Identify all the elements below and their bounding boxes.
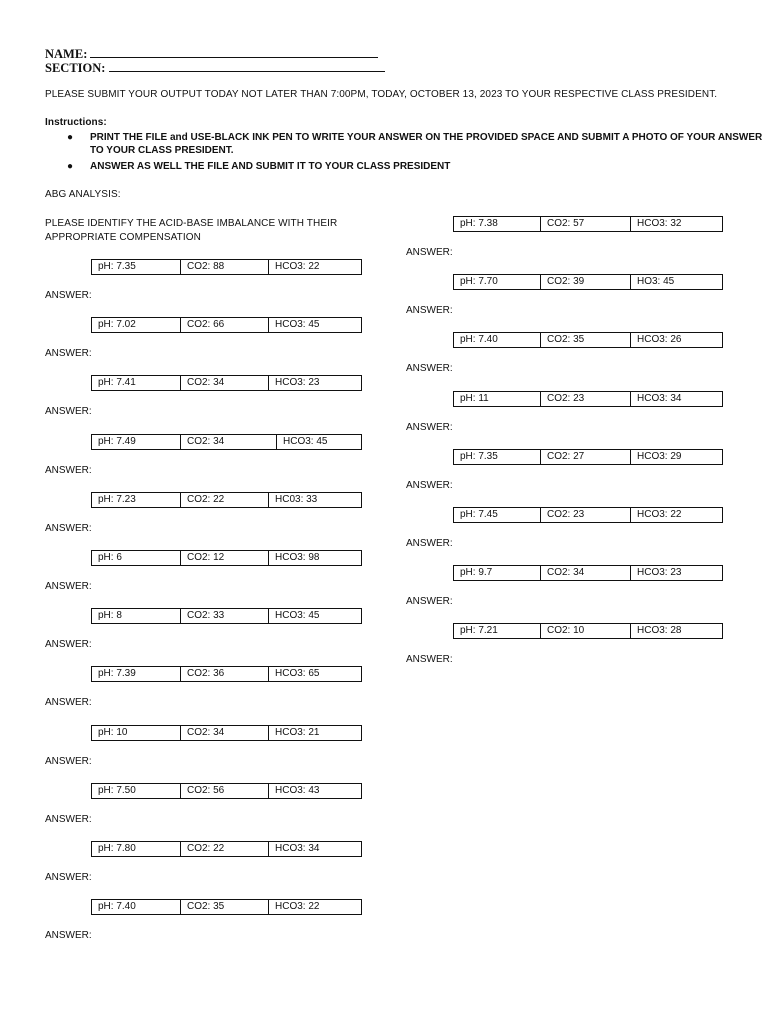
abg-values-row	[91, 608, 362, 624]
co2-value: CO2: 34	[180, 435, 276, 449]
abg-values-row	[91, 725, 362, 741]
instructions-title: Instructions:	[45, 117, 107, 128]
answer-label[interactable]: ANSWER:	[45, 581, 92, 592]
ph-value: pH: 7.80	[98, 843, 136, 854]
ph-value: pH: 8	[98, 610, 122, 622]
answer-label[interactable]: ANSWER:	[45, 639, 92, 651]
section-title: ABG ANALYSIS:	[45, 189, 121, 200]
co2-value: CO2: 66	[180, 318, 268, 332]
hco3-value: HCO3: 22	[268, 900, 361, 914]
name-label: NAME:	[45, 47, 88, 61]
instruction-item-2: ● ANSWER AS WELL THE FILE AND SUBMIT IT TO YOUR CLASS PRESIDENT	[67, 161, 451, 172]
answer-label[interactable]: ANSWER:	[406, 654, 453, 666]
prompt-line-1: PLEASE IDENTIFY THE ACID-BASE IMBALANCE WITH THEIR	[45, 218, 338, 229]
co2-value: CO2: 34	[180, 726, 268, 740]
abg-values-row	[453, 449, 723, 465]
abg-values-row	[91, 375, 362, 391]
hco3-value: HCO3: 23	[268, 376, 361, 390]
co2-value: CO2: 33	[180, 609, 268, 623]
ph-value: pH: 7.38	[460, 218, 498, 229]
ph-value: pH: 6	[98, 552, 122, 563]
hco3-value: HCO3: 32	[630, 217, 722, 231]
instruction-item-1: ● PRINT THE FILE and USE-BLACK INK PEN TO WRITE YOUR ANSWER ON THE PROVIDED SPACE AND SUBMIT A PHOTO OF YOUR ANSWER	[67, 132, 763, 143]
answer-label[interactable]: ANSWER:	[45, 813, 92, 825]
answer-label[interactable]: ANSWER:	[45, 406, 92, 418]
hco3-value: HCO3: 29	[630, 450, 722, 464]
co2-value: CO2: 22	[180, 493, 268, 507]
answer-label[interactable]: ANSWER:	[406, 247, 453, 258]
answer-label[interactable]: ANSWER:	[406, 421, 453, 433]
abg-values-row	[91, 492, 362, 508]
ph-value: pH: 11	[460, 392, 489, 404]
answer-label[interactable]: ANSWER:	[406, 305, 453, 317]
co2-value: CO2: 56	[180, 784, 268, 798]
ph-value: pH: 7.23	[98, 493, 136, 505]
co2-value: CO2: 23	[540, 508, 630, 522]
abg-values-row	[91, 259, 362, 275]
answer-label[interactable]: ANSWER:	[45, 522, 92, 534]
abg-values-row	[91, 434, 362, 450]
hco3-value: HCO3: 22	[630, 508, 722, 522]
co2-value: CO2: 35	[540, 333, 630, 347]
name-line[interactable]	[90, 45, 378, 58]
answer-label[interactable]: ANSWER:	[45, 348, 92, 360]
co2-value: CO2: 12	[180, 551, 268, 565]
abg-values-row	[453, 507, 723, 523]
hco3-value: HCO3: 45	[268, 609, 361, 623]
answer-label[interactable]: ANSWER:	[406, 596, 453, 608]
abg-values-row	[91, 666, 362, 682]
ph-value: pH: 7.45	[460, 509, 498, 520]
abg-values-row	[91, 899, 362, 915]
section-label: SECTION:	[45, 61, 106, 75]
hco3-value: HCO3: 28	[630, 624, 722, 638]
co2-value: CO2: 34	[540, 566, 630, 580]
answer-label[interactable]: ANSWER:	[406, 363, 453, 375]
co2-value: CO2: 39	[540, 275, 630, 289]
ph-value: pH: 9.7	[460, 567, 493, 579]
ph-value: pH: 7.35	[460, 450, 498, 462]
co2-value: CO2: 35	[180, 900, 268, 914]
ph-value: pH: 7.50	[98, 784, 136, 796]
bullet-icon: ●	[67, 161, 74, 172]
hco3-value: HCO3: 22	[268, 260, 361, 274]
abg-values-row	[91, 317, 362, 333]
abg-values-row	[453, 274, 723, 290]
bullet-icon: ●	[67, 132, 74, 143]
hco3-value: HCO3: 45	[268, 318, 361, 332]
prompt-line-2: APPROPRIATE COMPENSATION	[45, 232, 201, 243]
answer-label[interactable]: ANSWER:	[45, 697, 92, 709]
answer-label[interactable]: ANSWER:	[45, 930, 92, 942]
abg-values-row	[91, 550, 362, 566]
co2-value: CO2: 23	[540, 392, 630, 406]
hco3-value: HCO3: 23	[630, 566, 722, 580]
answer-label[interactable]: ANSWER:	[45, 464, 92, 476]
hco3-value: HCO3: 21	[268, 726, 361, 740]
ph-value: pH: 7.41	[98, 377, 136, 389]
abg-values-row	[453, 565, 723, 581]
ph-value: pH: 7.40	[98, 901, 136, 913]
answer-label[interactable]: ANSWER:	[406, 538, 453, 549]
ph-value: pH: 7.70	[460, 276, 498, 288]
co2-value: CO2: 10	[540, 624, 630, 638]
abg-values-row	[91, 841, 362, 857]
hco3-value: HCO3: 34	[268, 842, 361, 856]
hco3-value: HCO3: 98	[268, 551, 361, 565]
hco3-value: HO3: 45	[630, 275, 722, 289]
section-field[interactable]	[45, 59, 385, 76]
answer-label[interactable]: ANSWER:	[406, 479, 453, 491]
co2-value: CO2: 27	[540, 450, 630, 464]
co2-value: CO2: 22	[180, 842, 268, 856]
hco3-value: HCO3: 65	[268, 667, 361, 681]
section-line[interactable]	[109, 59, 385, 72]
abg-values-row	[453, 623, 723, 639]
co2-value: CO2: 88	[180, 260, 268, 274]
answer-label[interactable]: ANSWER:	[45, 755, 92, 767]
ph-value: pH: 7.40	[460, 334, 498, 346]
instruction-item-1-cont: TO YOUR CLASS PRESIDENT.	[90, 145, 234, 156]
abg-values-row	[453, 332, 723, 348]
ph-value: pH: 7.21	[460, 625, 498, 637]
ph-value: pH: 10	[98, 726, 128, 738]
hco3-value: HC03: 33	[268, 493, 361, 507]
hco3-value: HCO3: 34	[630, 392, 722, 406]
abg-values-row	[91, 783, 362, 799]
abg-values-row	[453, 216, 723, 232]
co2-value: CO2: 34	[180, 376, 268, 390]
abg-values-row	[453, 391, 723, 407]
answer-label[interactable]: ANSWER:	[45, 872, 92, 883]
ph-value: pH: 7.35	[98, 261, 136, 272]
submission-notice: PLEASE SUBMIT YOUR OUTPUT TODAY NOT LATER THAN 7:00PM, TODAY, OCTOBER 13, 2023 TO YOUR RESPECTIVE CLASS PRESIDENT.	[45, 89, 718, 100]
ph-value: pH: 7.49	[98, 435, 136, 447]
hco3-value: HCO3: 26	[630, 333, 722, 347]
co2-value: CO2: 57	[540, 217, 630, 231]
ph-value: pH: 7.39	[98, 668, 136, 680]
co2-value: CO2: 36	[180, 667, 268, 681]
hco3-value: HCO3: 45	[276, 435, 361, 449]
hco3-value: HCO3: 43	[268, 784, 361, 798]
answer-label[interactable]: ANSWER:	[45, 290, 92, 301]
ph-value: pH: 7.02	[98, 319, 136, 331]
